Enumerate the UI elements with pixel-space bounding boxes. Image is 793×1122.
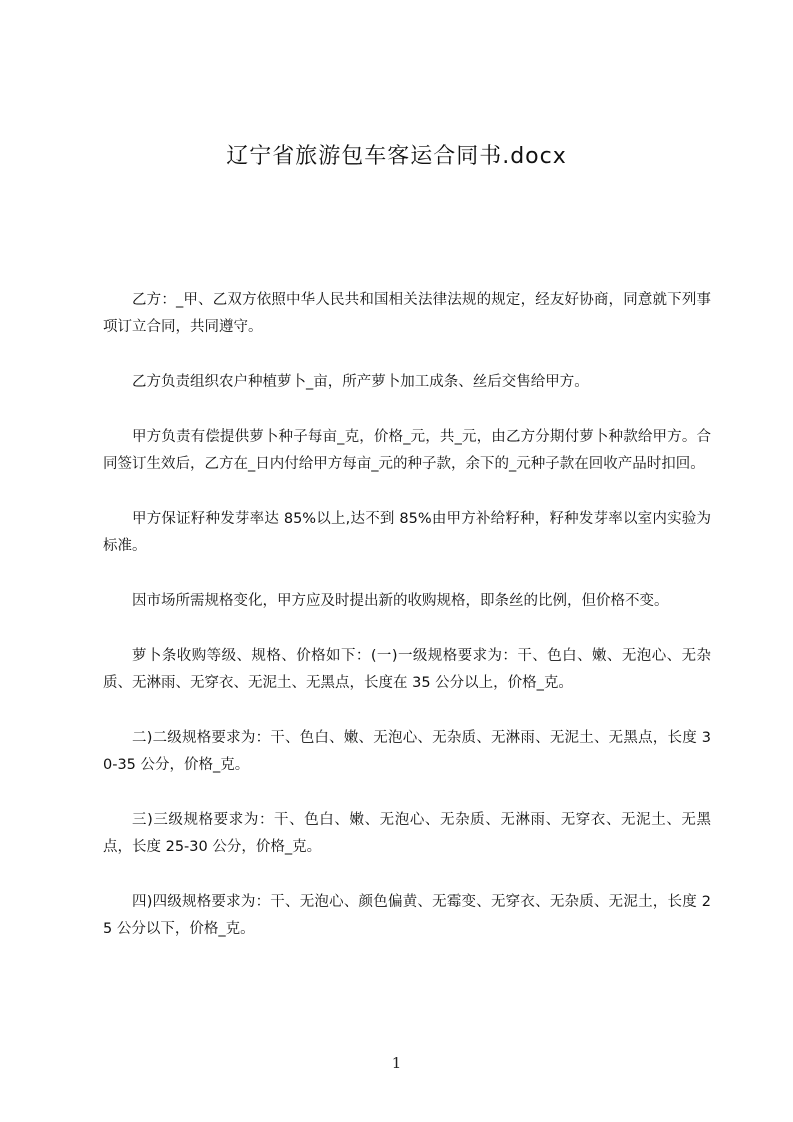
paragraph-germination: 甲方保证籽种发芽率达 85%以上,达不到 85%由甲方补给籽种，籽种发芽率以室内实验为标准。: [103, 511, 711, 554]
paragraph-grade-4: 四)四级规格要求为：干、无泡心、颜色偏黄、无霉变、无穿衣、无杂质、无泥土，长度 25 公分以下，价格_克。: [103, 894, 711, 937]
paragraph-grade-3: 三)三级规格要求为：干、色白、嫩、无泡心、无杂质、无淋雨、无穿衣、无泥土、无黑点，长度 25-30 公分，价格_克。: [103, 812, 711, 855]
page-number: 1: [391, 1054, 402, 1072]
document-body: [103, 287, 711, 971]
paragraph-spec-change: 因市场所需规格变化，甲方应及时提出新的收购规格，即条丝的比例，但价格不变。: [132, 593, 669, 609]
paragraph-parties: 乙方：_甲、乙双方依照中华人民共和国相关法律法规的规定，经友好协商，同意就下列事项订立合同，共同遵守。: [103, 292, 711, 335]
paragraph-planting: 乙方负责组织农户种植萝卜_亩，所产萝卜加工成条、丝后交售给甲方。: [132, 374, 589, 390]
paragraph-seed-supply: 甲方负责有偿提供萝卜种子每亩_克，价格_元，共_元，由乙方分期付萝卜种款给甲方。合同签订生效后，乙方在_日内付给甲方每亩_元的种子款，余下的_元种子款在回收产品时扣回。: [103, 429, 711, 472]
paragraph-grade-1: 萝卜条收购等级、规格、价格如下：(一)一级规格要求为：干、色白、嫩、无泡心、无杂质、无淋雨、无穿衣、无泥土、无黑点，长度在 35 公分以上，价格_克。: [103, 648, 711, 691]
paragraph-grade-2: 二)二级规格要求为：干、色白、嫩、无泡心、无杂质、无淋雨、无泥土、无黑点，长度 30-35 公分，价格_克。: [103, 730, 711, 773]
document-title: 辽宁省旅游包车客运合同书.docx: [226, 144, 567, 169]
